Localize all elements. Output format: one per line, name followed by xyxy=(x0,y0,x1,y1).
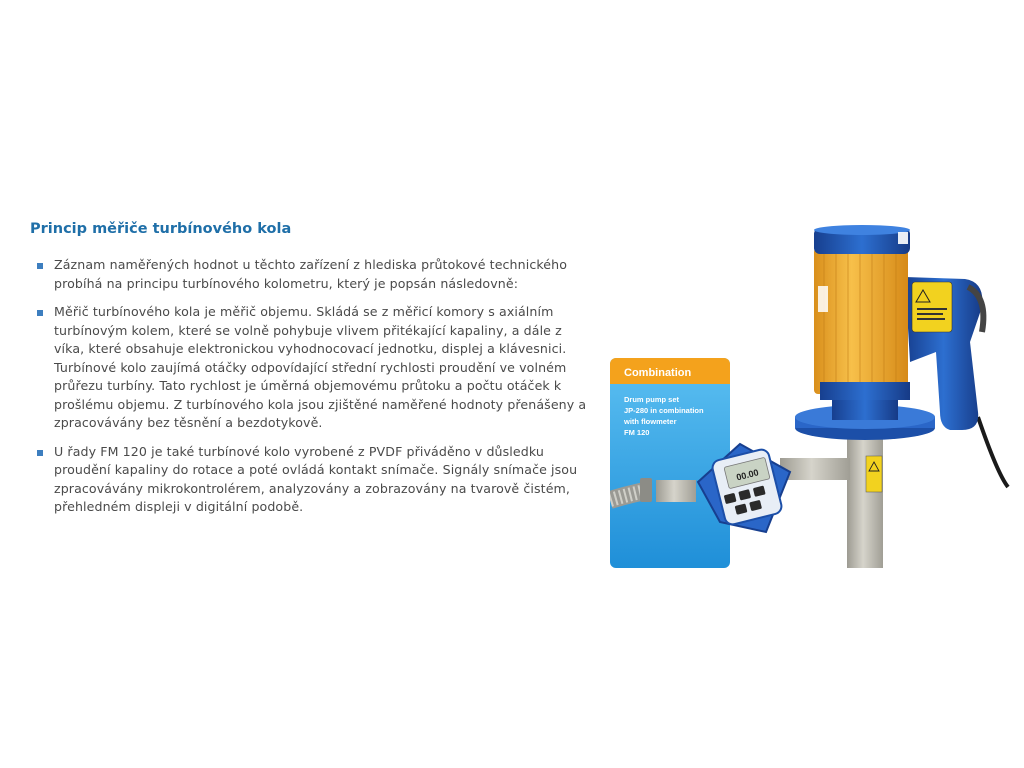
section-title: Princip měřiče turbínového kola xyxy=(30,221,292,237)
list-item-text: Měřič turbínového kola je měřič objemu. Skládá se z měřicí komory s axiálním turbínovým kolem, které se volně pohybuje vlivem přitékající kapaliny, a dále z víka, které obsahuje elektronickou vyhodnocovací jednotku, displej a klávesnici. Turbínové kolo zaujímá otáčky odpovídající střední rychlosti proudění ve volném průřezu turbíny. Tato rychlost je úměrná objemovému průtoku a počtu otáček k prošlému objemu. Z turbínového kola jsou zjištěné naměřené hodnoty přenášeny a zpracovávány bez těsnění a bezdotykově. xyxy=(54,304,587,430)
list-item xyxy=(36,303,596,433)
meter-display-value: 00.00 xyxy=(735,467,760,483)
bullet-square-icon xyxy=(37,263,43,269)
badge-line: FM 120 xyxy=(624,428,650,437)
bullet-list xyxy=(36,256,596,527)
list-item-text: Záznam naměřených hodnot u těchto zařízení z hlediska průtokové technického probíhá na principu turbínového kolometru, který je popsán následovně: xyxy=(54,257,568,291)
combination-badge xyxy=(610,358,730,568)
pump-tube xyxy=(847,422,883,568)
product-image xyxy=(610,222,1010,572)
badge-line: Drum pump set xyxy=(624,395,680,404)
power-cable xyxy=(978,417,1008,487)
badge-title: Combination xyxy=(624,367,692,379)
inlet-pipe xyxy=(780,458,850,480)
warning-label xyxy=(912,282,952,332)
bullet-square-icon xyxy=(37,450,43,456)
pump-motor xyxy=(814,248,910,400)
list-item-text: U řady FM 120 je také turbínové kolo vyrobené z PVDF přiváděno v důsledku proudění kapaliny do rotace a poté ovládá kontakt snímače. Signály snímače jsou zpracovávány mikrokontrolérem, analyzovány a zobrazovány na tvarově čistém, přehledném displeji v digitální podobě. xyxy=(54,443,578,514)
badge-line: with flowmeter xyxy=(624,417,677,426)
list-item xyxy=(36,443,596,517)
badge-line: JP-280 in combination xyxy=(624,406,704,415)
list-item xyxy=(36,256,596,293)
bullet-square-icon xyxy=(37,310,43,316)
pump-handle xyxy=(905,277,983,430)
motor-cap xyxy=(814,225,910,254)
